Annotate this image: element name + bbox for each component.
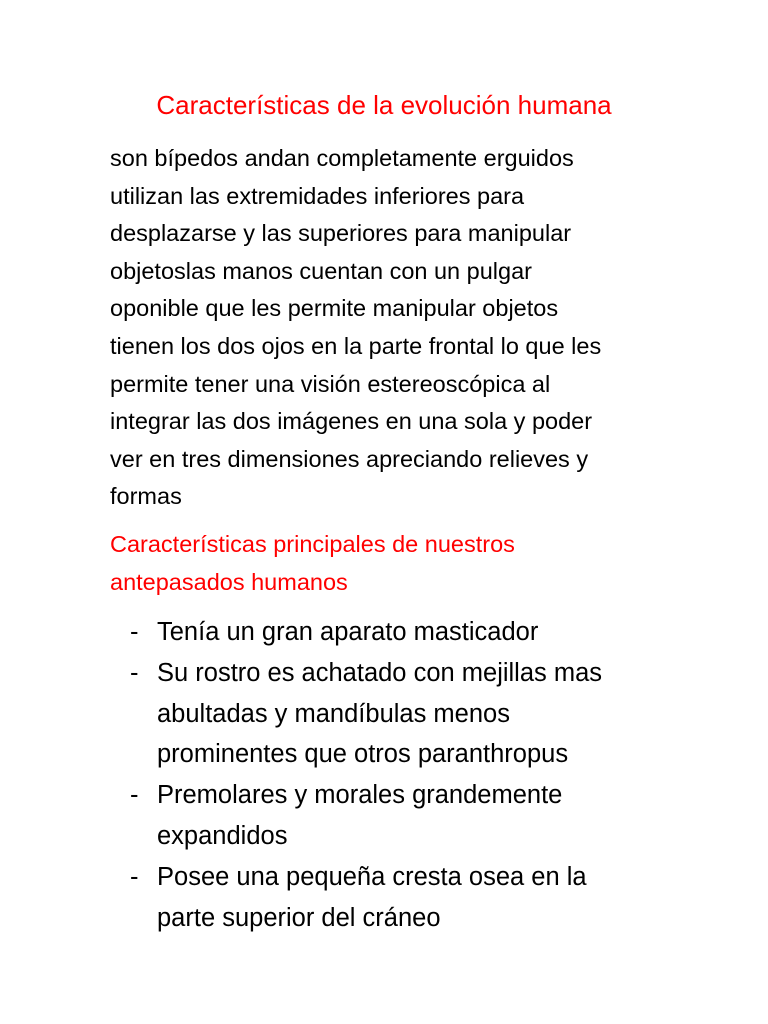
intro-line: integrar las dos imágenes en una sola y poder xyxy=(110,408,593,435)
feature-item xyxy=(110,612,670,653)
intro-line: utilizan las extremidades inferiores para xyxy=(110,182,525,209)
subheading-line: antepasados humanos xyxy=(110,568,348,595)
feature-line: prominentes que otros paranthropus xyxy=(157,740,569,769)
intro-line: tienen los dos ojos en la parte frontal lo que les xyxy=(110,332,602,359)
feature-line: Su rostro es achatado con mejillas mas xyxy=(157,658,603,687)
feature-item xyxy=(110,775,670,857)
intro-line: oponible que les permite manipular objetos xyxy=(110,295,559,322)
intro-line: formas xyxy=(110,483,182,510)
intro-line: ver en tres dimensiones apreciando relieves y xyxy=(110,445,589,472)
feature-line: Tenía un gran aparato masticador xyxy=(157,618,539,646)
features-list xyxy=(110,612,670,938)
feature-line: Posee una pequeña cresta osea en la xyxy=(157,862,587,891)
feature-item xyxy=(110,857,670,939)
intro-line: permite tener una visión estereoscópica al xyxy=(110,370,551,397)
section-subheading xyxy=(110,526,670,601)
subheading-line: Características principales de nuestros xyxy=(110,531,515,557)
bullet-dash: - xyxy=(130,781,139,810)
feature-item xyxy=(110,653,670,775)
intro-line: son bípedos andan completamente erguidos xyxy=(110,145,574,171)
feature-line: abultadas y mandíbulas menos xyxy=(157,699,510,728)
document-title: Características de la evolución humana xyxy=(156,90,612,120)
bullet-dash: - xyxy=(130,618,139,646)
bullet-dash: - xyxy=(130,658,139,687)
feature-line: parte superior del cráneo xyxy=(157,903,441,932)
intro-line: desplazarse y las superiores para manipular xyxy=(110,220,572,247)
intro-paragraph xyxy=(110,140,680,516)
feature-line: expandidos xyxy=(157,821,288,850)
feature-line: Premolares y morales grandemente xyxy=(157,781,563,810)
intro-line: objetoslas manos cuentan con un pulgar xyxy=(110,257,532,284)
bullet-dash: - xyxy=(130,862,139,891)
